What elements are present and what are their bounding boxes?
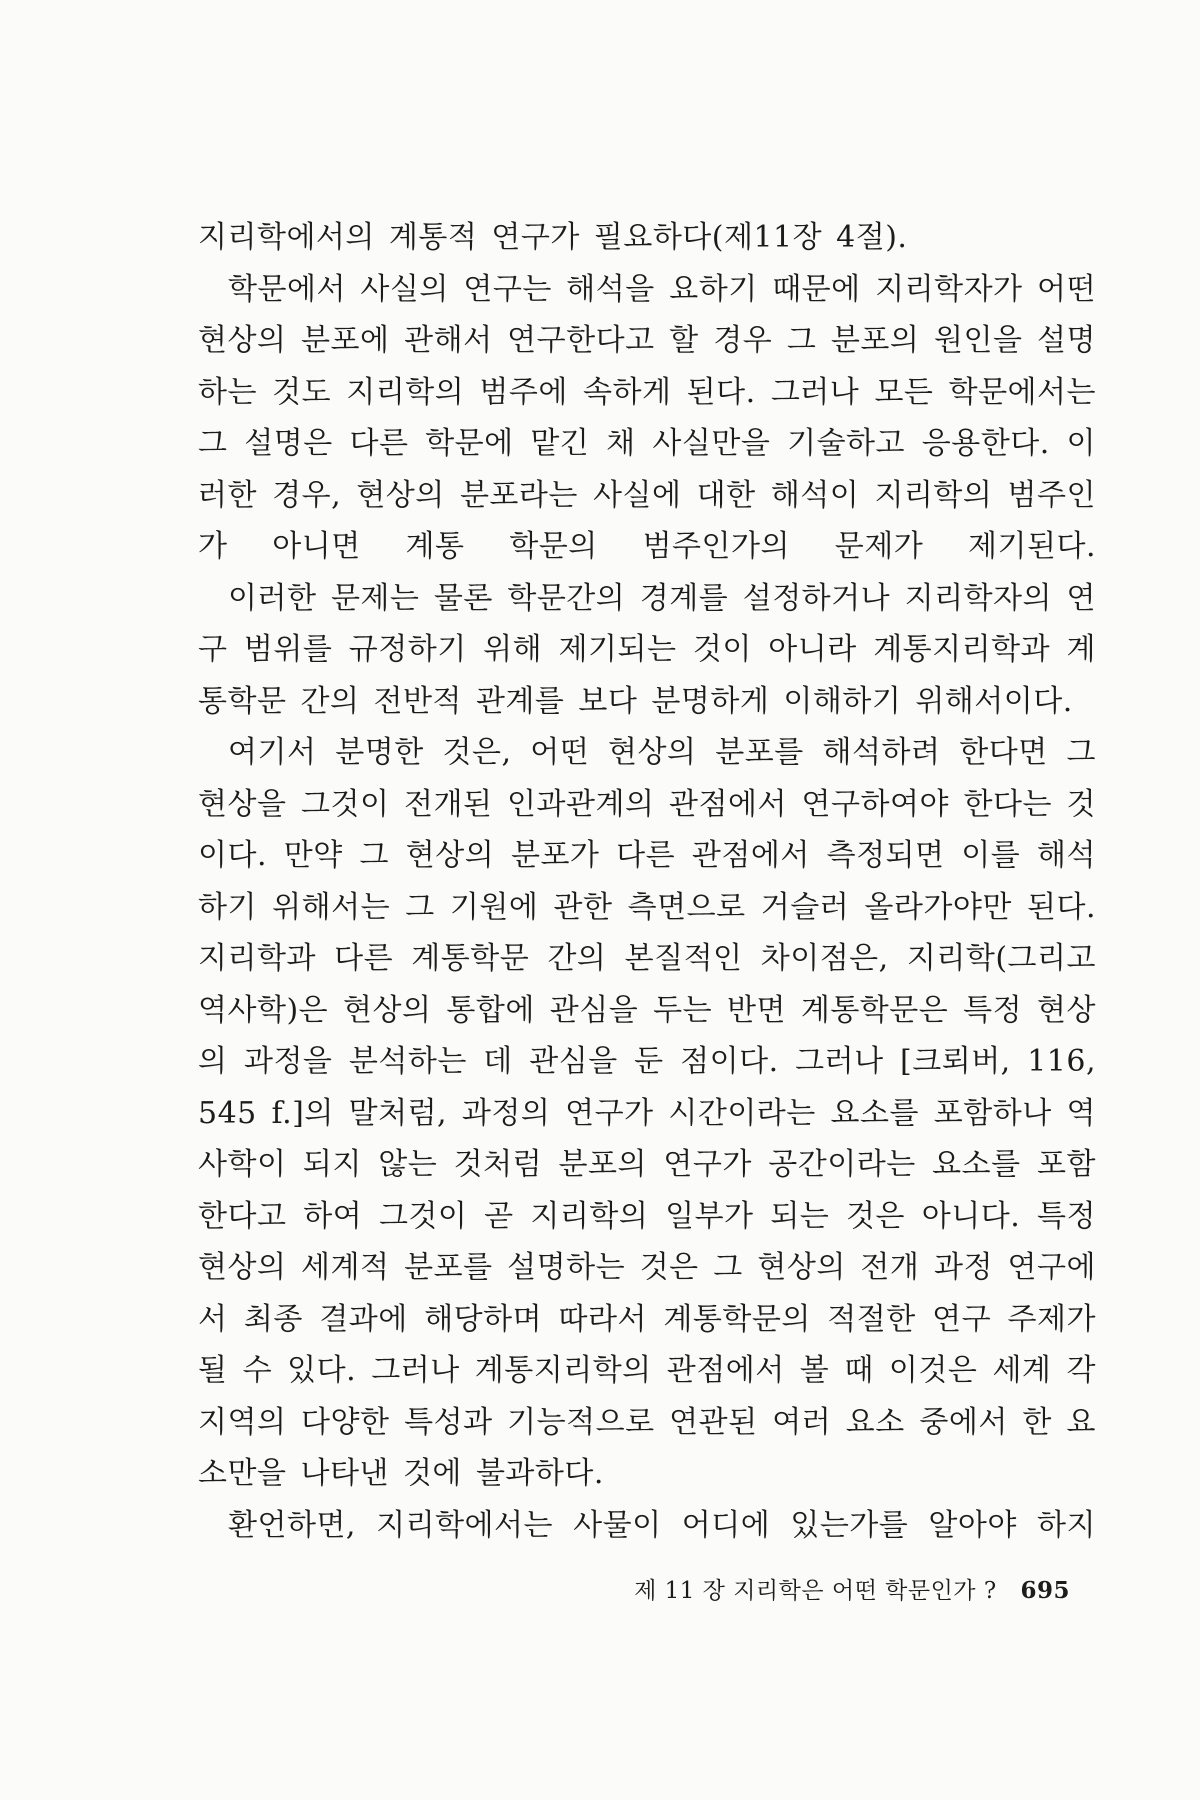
running-chapter-title: 제 11 장 지리학은 어떤 학문인가 ? <box>634 1578 997 1604</box>
body-text <box>198 212 1096 1551</box>
paragraph-5: 환언하면, 지리학에서는 사물이 어디에 있는가를 알아야 하지 <box>228 1507 1096 1543</box>
page-number: 695 <box>1020 1577 1070 1604</box>
page-footer <box>0 1572 1070 1605</box>
paragraph-2: 학문에서 사실의 연구는 해석을 요하기 때문에 지리학자가 어떤 현상의 분포에 관해서 연구한다고 할 경우 그 분포의 원인을 설명하는 것도 지리학의 범주에 속하게 된다. 그러나 모든 학문에서는 그 설명은 다른 학문에 맡긴 채 사실만을 기술하고 응용한다. 이러한 경우, 현상의 분포라는 사실에 대한 해석이 지리학의 범주인가 아니면 계통 학문의 범주인가의 문제가 제기된다. <box>198 271 1096 564</box>
paragraph-4: 여기서 분명한 것은, 어떤 현상의 분포를 해석하려 한다면 그 현상을 그것이 전개된 인과관계의 관점에서 연구하여야 한다는 것이다. 만약 그 현상의 분포가 다른 관점에서 측정되면 이를 해석하기 위해서는 그 기원에 관한 측면으로 거슬러 올라가야만 된다. 지리학과 다른 계통학문 간의 본질적인 차이점은, 지리학(그리고 역사학)은 현상의 통합에 관심을 두는 반면 계통학문은 특정 현상의 과정을 분석하는 데 관심을 둔 점이다. 그러나 [크뢰버, 116, 545 f.]의 말처럼, 과정의 연구가 시간이라는 요소를 포함하나 역사학이 되지 않는 것처럼 분포의 연구가 공간이라는 요소를 포함한다고 하여 그것이 곧 지리학의 일부가 되는 것은 아니다. 특정 현상의 세계적 분포를 설명하는 것은 그 현상의 전개 과정 연구에서 최종 결과에 해당하며 따라서 계통학문의 적절한 연구 주제가 될 수 있다. 그러나 계통지리학의 관점에서 볼 때 이것은 세계 각 지역의 다양한 특성과 기능적으로 연관된 여러 요소 중에서 한 요소만을 나타낸 것에 불과하다. <box>198 735 1096 1491</box>
paragraph-1: 지리학에서의 계통적 연구가 필요하다(제11장 4절). <box>198 220 908 255</box>
paragraph-3: 이러한 문제는 물론 학문간의 경계를 설정하거나 지리학자의 연구 범위를 규정하기 위해 제기되는 것이 아니라 계통지리학과 계통학문 간의 전반적 관계를 보다 분명하게 이해하기 위해서이다. <box>198 580 1096 719</box>
